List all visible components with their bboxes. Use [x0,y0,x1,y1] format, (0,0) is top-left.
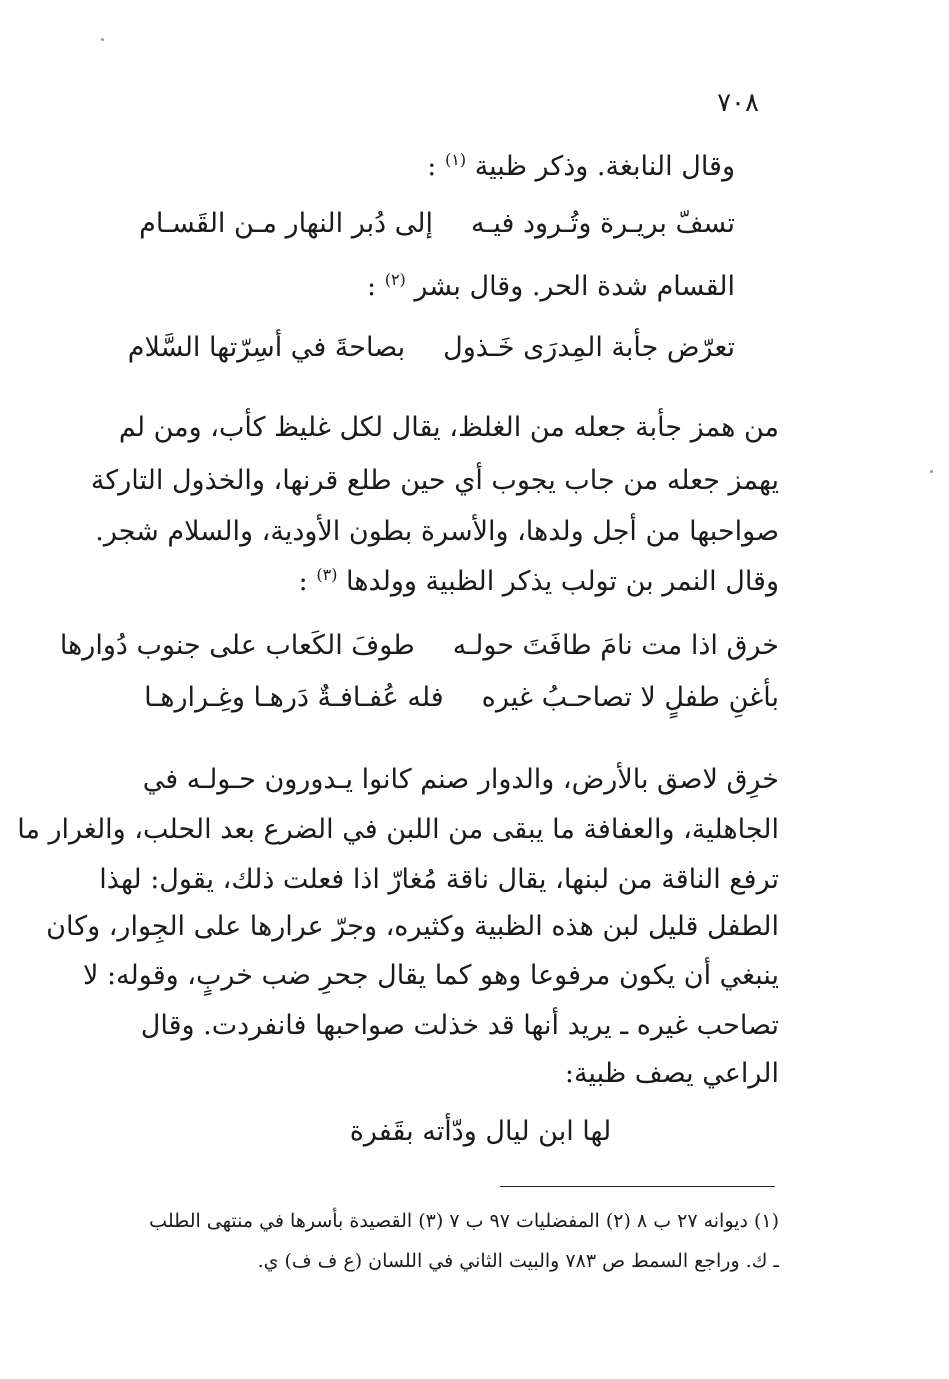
paragraph-line: تصاحب غيره ـ يريد أنها قد خذلت صواحبها فانفردت. وقال [140,1010,779,1041]
verse-1 [139,210,735,237]
footnote-line: ـ ك. وراجع السمط ص ٧٨٣ والبيت الثاني في اللسان (ع ف ف) ي. [257,1250,779,1272]
verse-3 [60,632,779,659]
page-number: ٧٠٨ [717,88,759,118]
scan-speck [101,38,104,41]
verse-first-hemistich: بأغنِ طفلٍ لا تصاحـبُ غيره [481,682,779,713]
verse-second-hemistich: إلى دُبر النهار مـن القَسـام [139,208,433,239]
paragraph-line: الطفل قليل لبن هذه الظبية وكثيره، وجرّ عرارها على الجِوار، وكان [46,911,779,942]
paragraph-line: صواحبها من أجل ولدها، والأسرة بطون الأودية، والسلام شجر. [95,516,779,547]
verse-second-hemistich: فله عُفـافـةٌ دَرهـا وغِـرارهـا [144,682,444,713]
paragraph-text: وقال النمر بن تولب يذكر الظبية وولدها [346,566,779,597]
intro-colon: : [366,271,377,302]
intro-line-1 [427,152,735,180]
paragraph-line: ينبغي أن يكون مرفوعا وهو كما يقال جحرِ ضب خربٍ، وقوله: لا [82,960,779,991]
verse-4 [144,684,779,711]
verse-second-hemistich: طوفَ الكَعاب على جنوب دُوارها [59,630,415,661]
footnote-separator [500,1186,775,1187]
intro-text: القسام شدة الحر. وقال بشر [414,271,735,302]
paragraph-line: يهمز جعله من جاب يجوب أي حين طلع قرنها، والخذول التاركة [90,465,779,496]
intro-text: وقال النابغة. وذكر ظبية [474,151,735,182]
verse-first-hemistich: تعرّض جأبة المِدرَى خَـذول [443,332,735,363]
paragraph-line [299,567,779,595]
paragraph-line: الراعي يصف ظبية: [564,1058,779,1089]
footnote-line: (١) ديوانه ٢٧ ب ٨ (٢) المفضليات ٩٧ ب ٧ (٣) القصيدة بأسرها في منتهى الطلب [149,1210,779,1232]
verse-second-hemistich: بصاحةَ في أسِرّتها السَّلام [127,332,406,363]
footnote-ref: (٢) [384,270,406,289]
verse-first-hemistich: تسفّ بريـرة وتُـرود فيـه [470,208,735,239]
verse-first-hemistich: خرق اذا مت نامَ طافَتَ حولـه [452,630,779,661]
paragraph-line: من همز جأبة جعله من الغلظ، يقال لكل غليظ كأب، ومن لم [118,412,779,443]
intro-line-2 [367,272,735,300]
paragraph-line: ترفع الناقة من لبنها، يقال ناقة مُغارّ اذا فعلت ذلك، يقول: لهذا [99,864,779,895]
verse-2 [128,334,735,361]
intro-colon: : [427,151,437,182]
paragraph-line: خرِق لاصق بالأرض، والدوار صنم كانوا يـدورون حـولـه في [142,764,779,795]
paragraph-line: الجاهلية، والعفافة ما يبقى من اللبن في الضرع بعد الحلب، والغرار ما [17,814,779,845]
paragraph-colon: : [298,566,308,597]
footnote-ref: (٣) [316,565,338,584]
footnote-ref: (١) [445,150,467,169]
verse-5: لها ابن ليال ودّأته بقَفرة [349,1116,612,1147]
scan-speck [930,470,933,473]
